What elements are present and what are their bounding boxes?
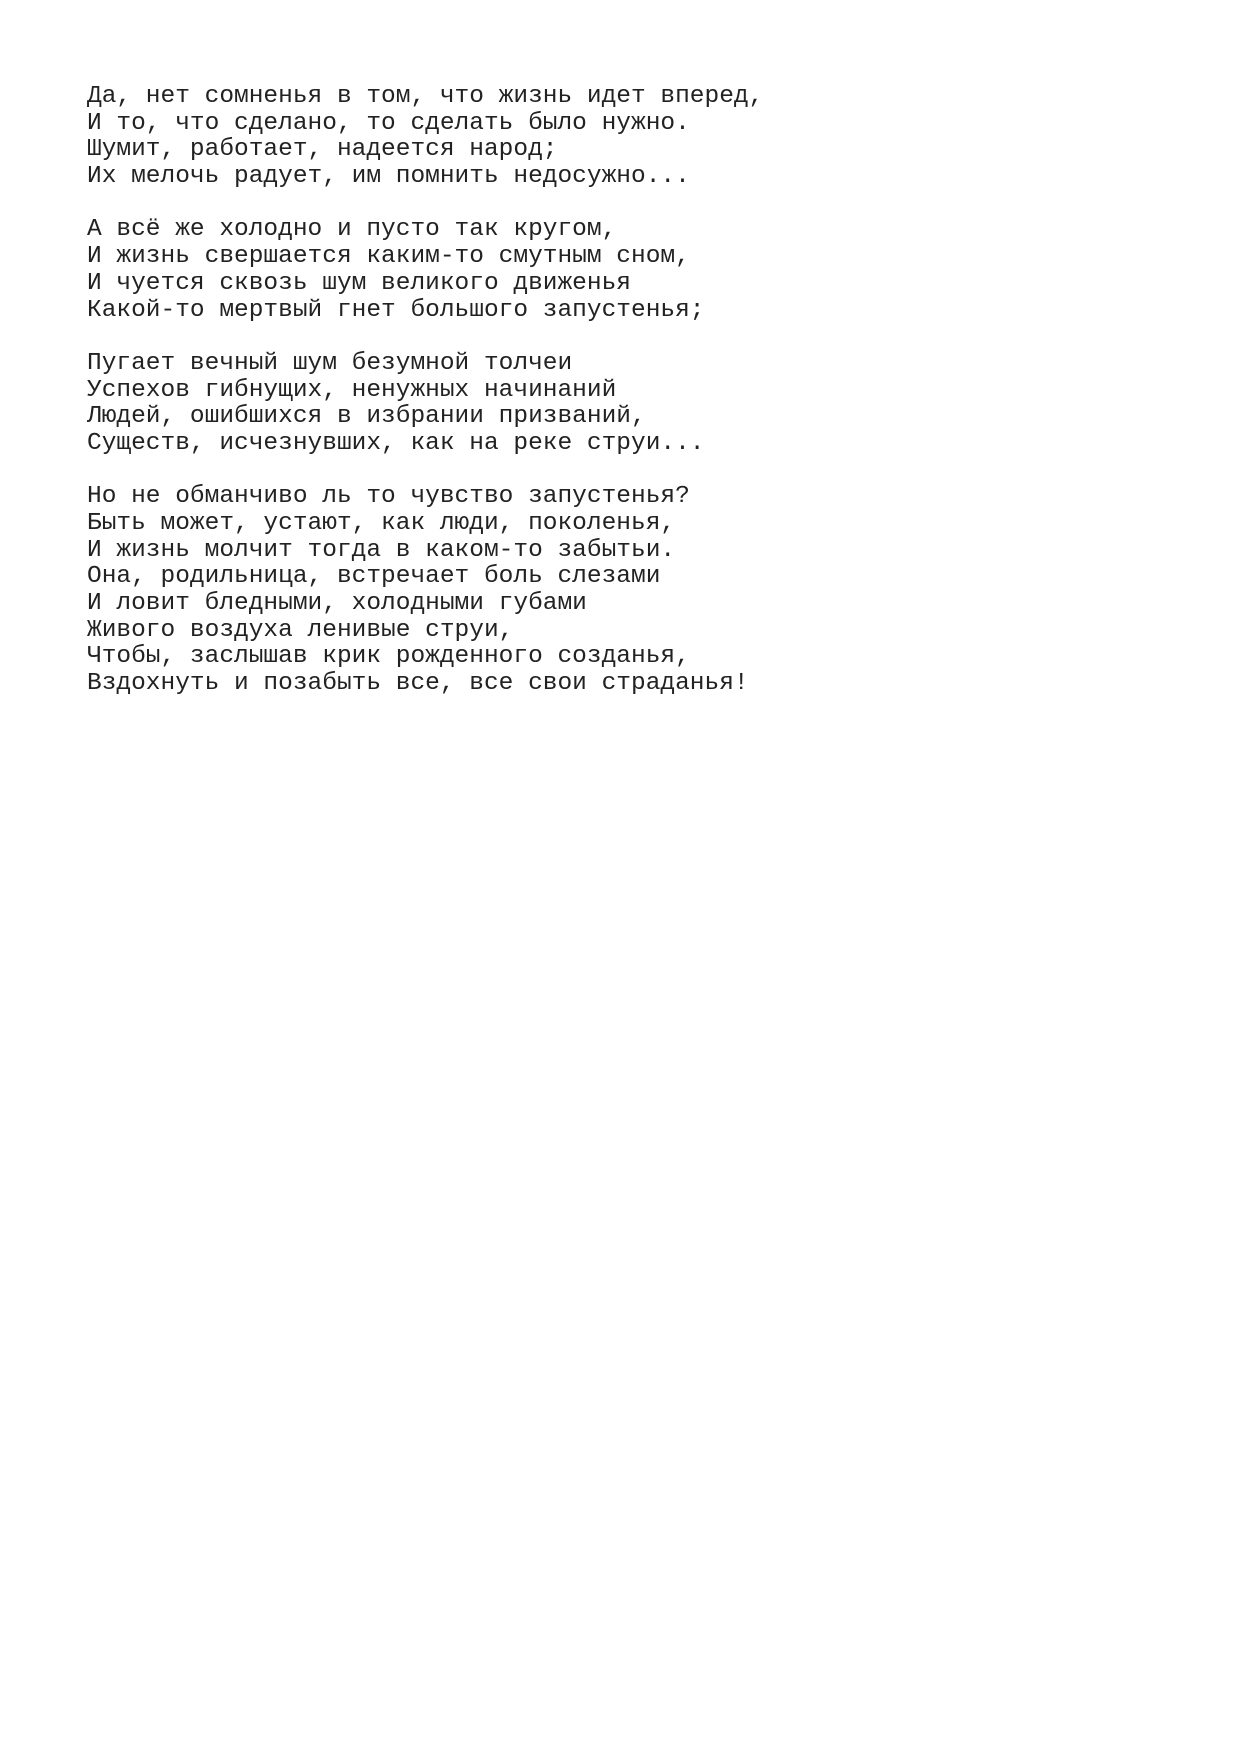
poem-line: И чуется сквозь шум великого движенья [87,269,631,297]
poem-line: Живого воздуха ленивые струи, [87,616,514,644]
poem-line: Шумит, работает, надеется народ; [87,136,558,164]
stanza-3 [87,351,1187,458]
poem-line: Пугает вечный шум безумной толчеи [87,349,573,377]
poem-line: А всё же холодно и пусто так кругом, [87,216,617,244]
stanza-1 [87,84,1187,191]
poem-line: Да, нет сомненья в том, что жизнь идет вперед, [87,83,764,110]
poem-text [87,84,1187,698]
poem-line: Но не обманчиво ль то чувство запустенья? [87,483,690,511]
poem-line: Существ, исчезнувших, как на реке струи... [87,429,705,457]
poem-line: Успехов гибнущих, ненужных начинаний [87,376,617,404]
poem-line: Вздохнуть и позабыть все, все свои страданья! [87,670,749,698]
poem-line: И то, что сделано, то сделать было нужно. [87,109,690,137]
poem-line: Она, родильница, встречает боль слезами [87,563,661,591]
poem-line: Быть может, устают, как люди, поколенья, [87,510,676,537]
stanza-2 [87,217,1187,324]
poem-line: Людей, ошибшихся в избрании призваний, [87,403,646,431]
poem-line: Чтобы, заслышав крик рожденного созданья, [87,643,690,671]
poem-line: И ловит бледными, холодными губами [87,590,587,618]
poem-line: Какой-то мертвый гнет большого запустенья; [87,296,705,324]
stanza-4 [87,484,1187,698]
poem-line: И жизнь свершается каким-то смутным сном, [87,243,690,271]
poem-line: И жизнь молчит тогда в каком-то забытьи. [87,536,676,564]
poem-line: Их мелочь радует, им помнить недосужно... [87,163,690,191]
